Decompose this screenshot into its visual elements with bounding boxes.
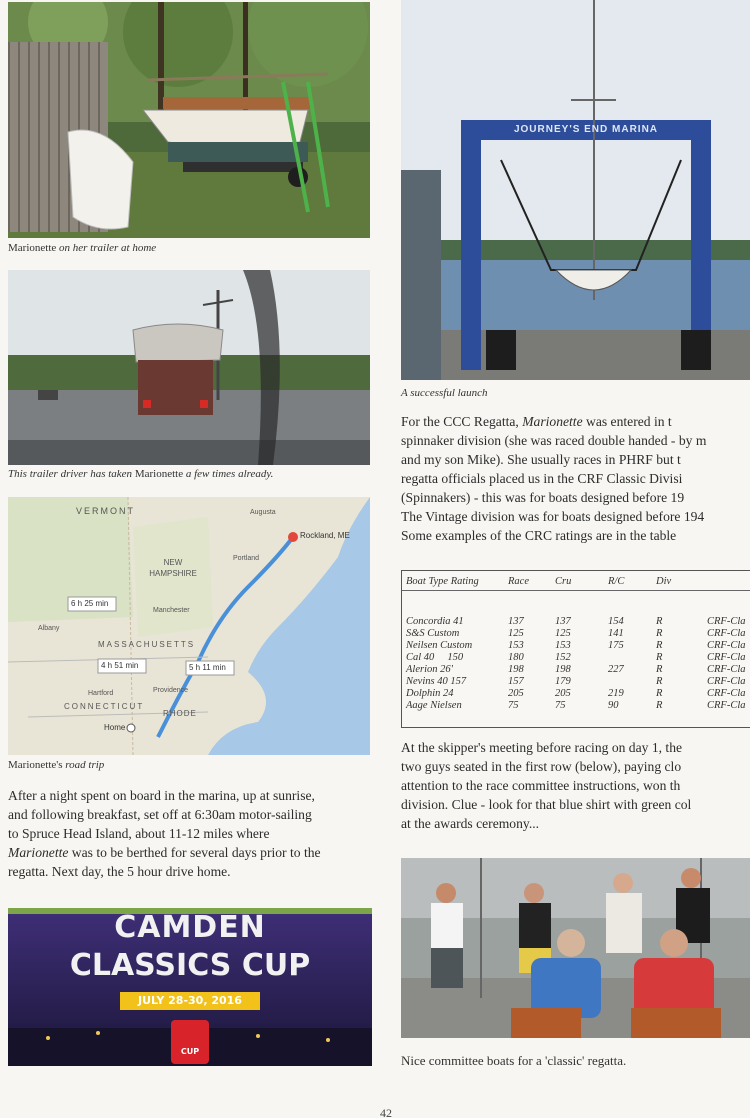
camden-subtitle: CLASSICS CUP xyxy=(69,948,311,983)
photo-skippers-meeting xyxy=(401,858,750,1038)
table-cell: Alerion 26' xyxy=(406,664,453,675)
table-header-cell: Race xyxy=(508,576,529,587)
table-cell: 137 xyxy=(555,616,571,627)
page-number: 42 xyxy=(380,1106,392,1118)
right-paragraph-line: For the CCC Regatta, Marionette was entered in t xyxy=(401,414,672,429)
table-cell: 137 xyxy=(508,616,524,627)
table-cell: CRF-Cla xyxy=(707,700,746,711)
map-city-manchester: Manchester xyxy=(153,607,190,614)
table-cell: CRF-Cla xyxy=(707,616,746,627)
right-paragraph-line: regatta officials placed us in the CRF Classic Divisi xyxy=(401,471,683,486)
right-paragraph-line: at the awards ceremony... xyxy=(401,816,540,831)
right-paragraph-line: Some examples of the CRC ratings are in the table xyxy=(401,528,677,543)
table-header-cell: Div xyxy=(656,576,672,587)
table-cell: 153 xyxy=(555,640,571,651)
marina-sign: JOURNEY'S END MARINA xyxy=(513,124,659,135)
camden-badge: CUP xyxy=(180,1047,200,1056)
table-cell: 153 xyxy=(508,640,524,651)
table-cell: 205 xyxy=(508,688,524,699)
table-cell: 179 xyxy=(555,676,571,687)
table-cell: R xyxy=(656,616,663,627)
table-cell: R xyxy=(656,652,663,663)
photo-road-trip-map xyxy=(8,497,370,755)
map-city-albany: Albany xyxy=(38,625,60,632)
table-cell: Nevins 40 157 xyxy=(406,676,467,687)
left-paragraph-line: and following breakfast, set off at 6:30am motor-sailing xyxy=(8,807,312,822)
map-route-time-2: 4 h 51 min xyxy=(101,661,139,670)
photo-launch xyxy=(401,0,750,380)
table-cell: R xyxy=(656,664,663,675)
left-paragraph-line: After a night spent on board in the marina, up at sunrise, xyxy=(8,788,315,803)
photo-trailer-home xyxy=(8,2,370,238)
map-city-augusta: Augusta xyxy=(250,509,276,516)
table-cell: 219 xyxy=(608,688,624,699)
map-city-portland: Portland xyxy=(233,555,260,562)
right-paragraph-line: spinnaker division (she was raced double handed - by m xyxy=(401,433,707,448)
map-label-new-hampshire: NEW HAMPSHIRE xyxy=(149,558,197,578)
left-paragraph-line: to Spruce Head Island, about 11-12 miles where xyxy=(8,826,270,841)
table-cell: Dolphin 24 xyxy=(406,688,454,699)
table-cell: R xyxy=(656,688,663,699)
table-cell: CRF-Cla xyxy=(707,664,746,675)
caption-committee: Nice committee boats for a 'classic' regatta. xyxy=(401,1053,627,1068)
right-paragraph-line: division. Clue - look for that blue shirt with green col xyxy=(401,797,692,812)
table-cell: 154 xyxy=(608,616,624,627)
table-cell: CRF-Cla xyxy=(707,652,746,663)
table-cell: CRF-Cla xyxy=(707,640,746,651)
table-header-rule xyxy=(402,590,750,591)
map-route-time-1: 6 h 25 min xyxy=(71,599,109,608)
table-cell: R xyxy=(656,628,663,639)
table-cell: 198 xyxy=(555,664,571,675)
map-route-time-3: 5 h 11 min xyxy=(189,663,226,672)
right-paragraph-line: The Vintage division was for boats designed before 194 xyxy=(401,509,705,524)
right-paragraph-line: At the skipper's meeting before racing on day 1, the xyxy=(401,740,683,755)
camden-title: CAMDEN xyxy=(114,910,266,945)
table-cell: Concordia 41 xyxy=(406,616,464,627)
table-cell: CRF-Cla xyxy=(707,676,746,687)
right-paragraph-line: (Spinnakers) - this was for boats designed before 19 xyxy=(401,490,685,505)
table-cell: CRF-Cla xyxy=(707,628,746,639)
right-paragraph-line: attention to the race committee instructions, won th xyxy=(401,778,681,793)
caption-launch: A successful launch xyxy=(401,387,488,399)
caption-trailer-driver: This trailer driver has taken Marionette a few times already. xyxy=(8,468,274,480)
map-label-vermont: VERMONT xyxy=(76,506,135,516)
table-cell: 227 xyxy=(608,664,624,675)
photo-camden-classics-cup xyxy=(8,908,372,1066)
photo-trailer-driver xyxy=(8,270,370,465)
table-cell: 175 xyxy=(608,640,624,651)
table-header-cell: R/C xyxy=(608,576,625,587)
caption-trailer-home: Marionette on her trailer at home xyxy=(8,242,157,254)
camden-dates: JULY 28-30, 2016 xyxy=(138,994,242,1007)
map-city-hartford: Hartford xyxy=(88,690,114,697)
caption-road-trip: Marionette's road trip xyxy=(8,759,105,771)
map-origin: Home xyxy=(104,723,126,732)
table-cell: 152 xyxy=(555,652,571,663)
right-paragraph-line: and my son Mike). She usually races in PHRF but t xyxy=(401,452,681,467)
left-paragraph-line: Marionette was to be berthed for several days prior to the xyxy=(8,845,321,860)
table-cell: S&S Custom xyxy=(406,628,460,639)
map-label-rhode: RHODE xyxy=(163,709,197,718)
table-cell: 75 xyxy=(555,700,566,711)
table-cell: CRF-Cla xyxy=(707,688,746,699)
table-cell: 198 xyxy=(508,664,524,675)
map-destination: Rockland, ME xyxy=(300,531,350,540)
table-header-cell: Cru xyxy=(555,576,572,587)
table-cell: Aage Nielsen xyxy=(406,700,462,711)
right-paragraph-2 xyxy=(401,738,750,833)
table-cell: 125 xyxy=(508,628,524,639)
table-cell: R xyxy=(656,700,663,711)
table-cell: R xyxy=(656,676,663,687)
map-city-providence: Providence xyxy=(153,687,189,694)
left-paragraph xyxy=(8,786,372,881)
table-cell: 180 xyxy=(508,652,524,663)
map-label-massachusetts: MASSACHUSETTS xyxy=(98,640,196,649)
table-cell: 141 xyxy=(608,628,624,639)
table-cell: 75 xyxy=(508,700,519,711)
table-cell: 90 xyxy=(608,700,619,711)
table-cell: R xyxy=(656,640,663,651)
table-cell: Cal 40 150 xyxy=(406,652,464,663)
table-cell: 157 xyxy=(508,676,524,687)
ratings-table xyxy=(401,570,750,728)
table-header-cell: Boat Type Rating xyxy=(406,576,479,587)
left-paragraph-line: regatta. Next day, the 5 hour drive home. xyxy=(8,864,231,879)
right-paragraph-1 xyxy=(401,412,750,545)
map-label-connecticut: CONNECTICUT xyxy=(64,702,145,711)
right-paragraph-line: two guys seated in the first row (below), paying clo xyxy=(401,759,682,774)
table-cell: 125 xyxy=(555,628,571,639)
table-cell: Neilsen Custom xyxy=(406,640,473,651)
table-cell: 205 xyxy=(555,688,571,699)
